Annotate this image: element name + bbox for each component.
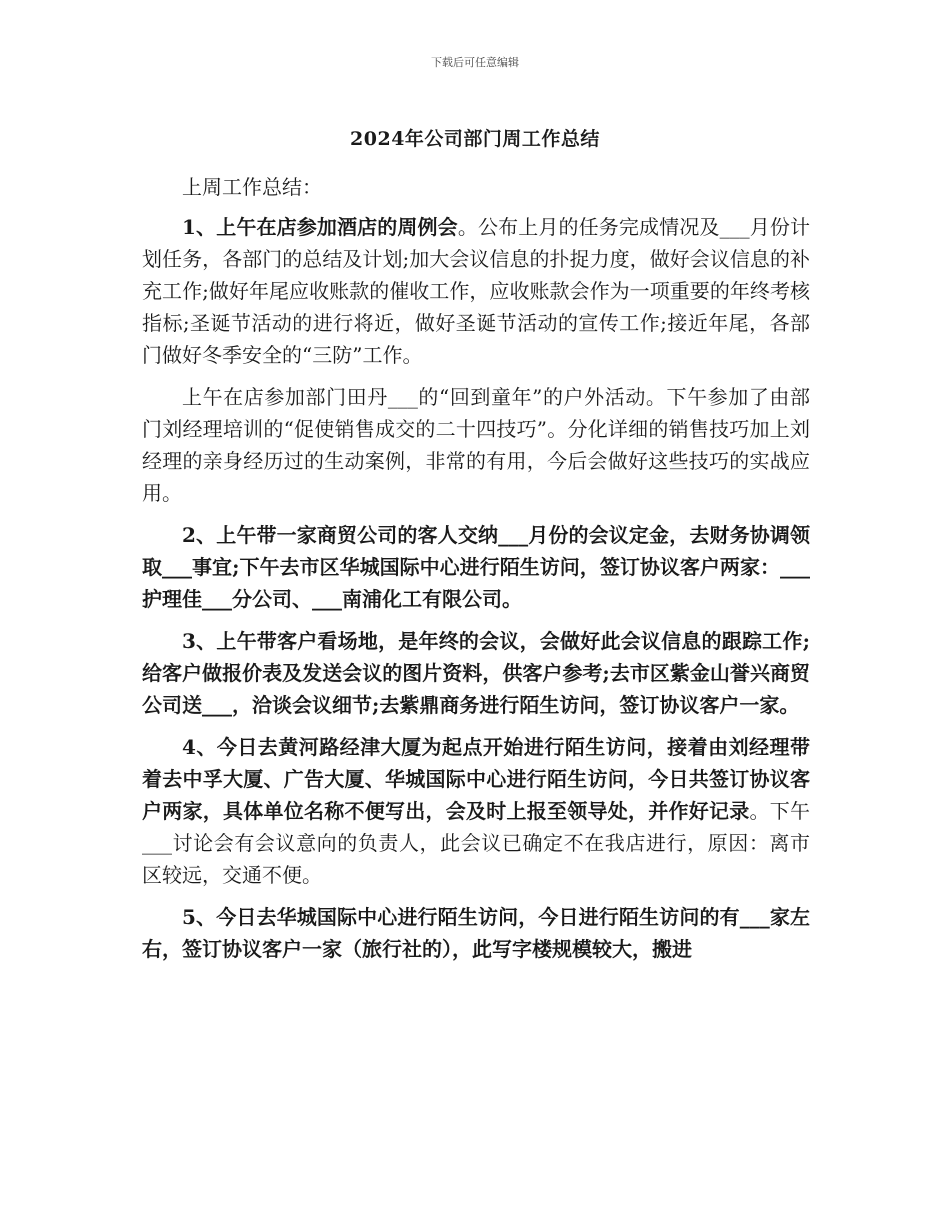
intro-paragraph: 上周工作总结： bbox=[182, 175, 322, 199]
paragraph-1b: 上午在店参加部门田丹___的“回到童年”的户外活动。下午参加了由部门刘经理培训的“促使销售成交的二十四技巧”。分化详细的销售技巧加上刘经理的亲身经历过的生动案例，非常的有用，今后会做好这些技巧的实战应用。 bbox=[142, 385, 810, 505]
paragraph-3: 3、上午带客户看场地，是年终的会议，会做好此会议信息的跟踪工作;给客户做报价表及发送会议的图片资料，供客户参考;去市区紫金山誉兴商贸公司送___，洽谈会议细节;去紫鼎商务进行陌生访问，签订协议客户一家。 bbox=[142, 629, 810, 717]
document-body bbox=[142, 171, 810, 975]
paragraph-2: 2、上午带一家商贸公司的客人交纳___月份的会议定金，去财务协调领取___事宜;下午去市区华城国际中心进行陌生访问，签订协议客户两家：___护理佳___分公司、___南浦化工有限公司。 bbox=[142, 523, 810, 611]
header-note: 下载后可任意编辑 bbox=[431, 56, 519, 69]
paragraph-1-heading: 1、上午在店参加酒店的周例会 bbox=[182, 215, 458, 239]
paragraph-5: 5、今日去华城国际中心进行陌生访问，今日进行陌生访问的有___家左右，签订协议客户一家（旅行社的），此写字楼规模较大，搬进 bbox=[142, 905, 810, 961]
document-title: 2024年公司部门周工作总结 bbox=[350, 128, 600, 150]
paragraph-4-heading: 4、今日去黄河路经津大厦为起点开始进行陌生访问，接着由刘经理带着去中孚大厦、广告大厦、华城国际中心进行陌生访问，今日共签订协议客户两家，具体单位名称不便写出，会及时上报至领导处，并作好记录 bbox=[142, 735, 810, 823]
paragraph-4-text: 。下午___讨论会有会议意向的负责人，此会议已确定不在我店进行，原因：离市区较远，交通不便。 bbox=[142, 799, 810, 887]
paragraph-1 bbox=[142, 211, 810, 371]
paragraph-1-text: 。公布上月的任务完成情况及___月份计划任务，各部门的总结及计划;加大会议信息的扑捉力度，做好会议信息的补充工作;做好年尾应收账款的催收工作，应收账款会作为一项重要的年终考核指标;圣诞节活动的进行将近，做好圣诞节活动的宣传工作;接近年尾，各部门做好冬季安全的“三防”工作。 bbox=[142, 215, 811, 367]
paragraph-4 bbox=[142, 731, 810, 891]
